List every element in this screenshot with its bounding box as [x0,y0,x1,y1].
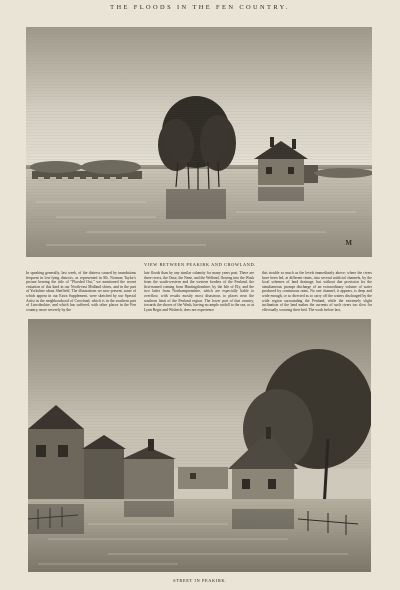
article-column-1: In speaking generally, last week, of the distress caused by inundations frequent in low-lying districts, as represented in Mr. Norman Taylor's picture bearing the title of "Flooded Out," we mentioned the recent visitation of this kind in our North-east Midland shires, and in the part of Yorkshire about Sheffield. The illustrations we now present, some of which appear in our Extra Supplement, were sketched by our Special Artist in the neighbourhood of Crowland, which is in the southern part of Lincolnshire, and which has suffered, with other places in the Fen country, more severely by the [26,271,136,312]
page-title: THE FLOODS IN THE FEN COUNTRY. [110,4,290,11]
bridge-drawing [30,160,142,182]
illustration-flooded-street [28,319,371,572]
illustration-flood-plain [26,27,372,257]
article-text [26,271,372,315]
caption-bottom-illustration: STREET IN PEAKIRK. [173,578,227,583]
caption-top-illustration: VIEW BETWEEN PEAKIRK AND CROWLAND. [144,262,256,267]
article-column-2: late floods than by any similar calamity for many years past. There are three rivers, the Ouse, the Nene, and the Welland, flowing into the Wash from the south-western and the western borders of the Fenland, the first-named coming from Huntingdonshire, by the Isle of Ely, and the two latter from Northamptonshire, which are especially liable to overflow, with results mostly most disastrous to places near the southern limit of the Fenland region. The lower part of that country, towards the shores of the Wash, having no ample outfall to the sea, or at Lynn Regis and Wisbech, does not experience [144,271,254,312]
flooded-street-engraving [28,319,371,572]
flood-plain-engraving [26,27,372,257]
article-column-3: this trouble so much as the levels immediately above; where the rivers have been led, at different times, into several artificial channels, by the local schemes of land drainage, but without due provision for the simultaneous prompt discharge of an extraordinary volume of water produced by continuous rains. No one channel, it appears, is deep and wide enough, or so directed as to carry off the waters discharged by the wide region surrounding the Fenland, while the extremely slight inclination of the land makes the currents of such rivers too slow for effectually scouring their bed. The work before last, [262,271,372,312]
artist-signature: M [345,239,352,247]
